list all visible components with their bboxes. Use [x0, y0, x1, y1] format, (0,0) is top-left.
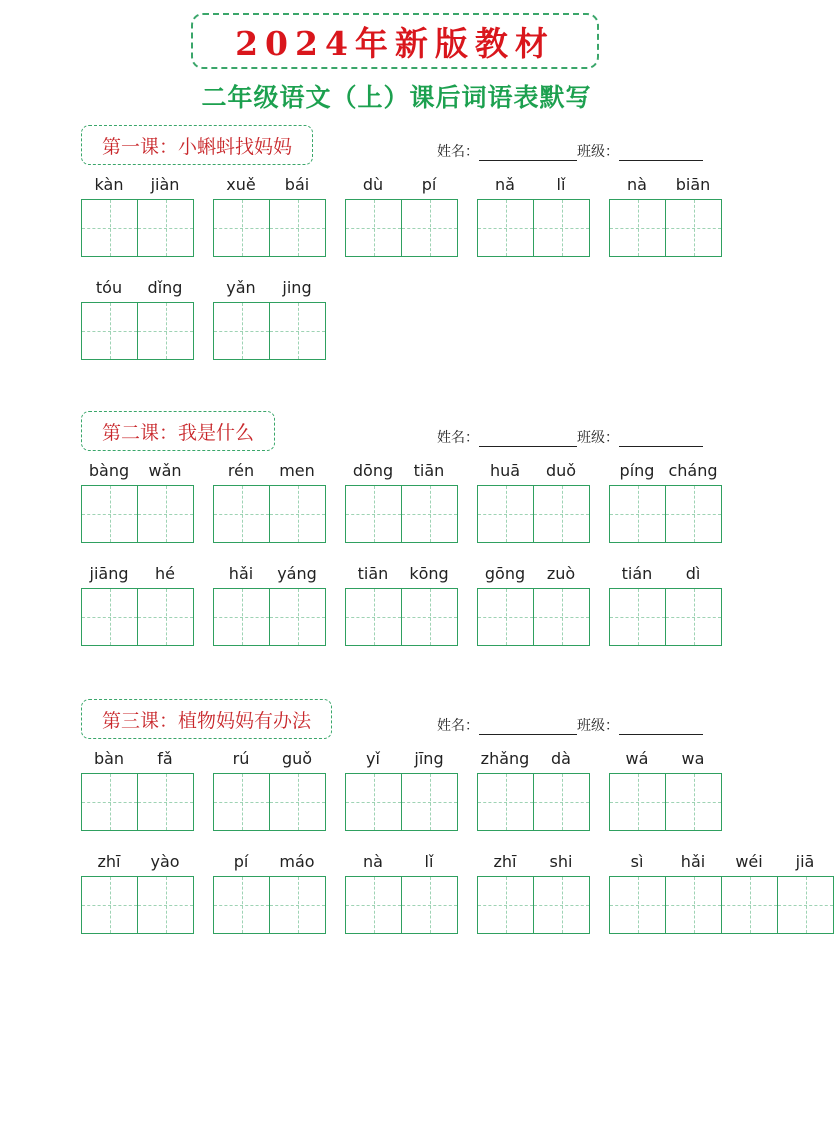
pinyin: kōng	[409, 564, 449, 583]
writing-grid	[213, 876, 326, 934]
writing-grid	[213, 588, 326, 646]
pinyin: jīng	[414, 749, 444, 768]
tianzige-cell[interactable]	[666, 589, 722, 645]
tianzige-cell[interactable]	[402, 486, 458, 542]
name-label: 姓名：	[437, 430, 479, 446]
word-block	[213, 175, 326, 257]
pinyin-row	[477, 461, 590, 485]
word-block	[81, 278, 194, 360]
pinyin-row	[213, 175, 326, 199]
pinyin: bàng	[88, 461, 130, 480]
writing-grid	[345, 876, 458, 934]
tianzige-cell[interactable]	[138, 486, 194, 542]
pinyin: jiàn	[150, 175, 180, 194]
word-block	[477, 564, 590, 646]
pinyin: dōng	[352, 461, 394, 480]
writing-grid	[345, 199, 458, 257]
tianzige-cell[interactable]	[534, 774, 590, 830]
pinyin: rú	[232, 749, 250, 768]
pinyin-row	[609, 564, 722, 588]
tianzige-cell[interactable]	[478, 589, 534, 645]
word-block	[345, 852, 458, 934]
pinyin-row	[213, 852, 326, 876]
word-block	[609, 749, 722, 831]
pinyin-row	[609, 175, 722, 199]
pinyin-row	[81, 461, 194, 485]
tianzige-cell[interactable]	[270, 303, 326, 359]
pinyin: wǎn	[148, 461, 182, 480]
tianzige-cell[interactable]	[270, 200, 326, 256]
class-label: 班级：	[577, 144, 619, 160]
tianzige-cell[interactable]	[270, 877, 326, 933]
word-block	[81, 175, 194, 257]
tianzige-cell[interactable]	[138, 774, 194, 830]
tianzige-cell[interactable]	[346, 589, 402, 645]
tianzige-cell[interactable]	[82, 774, 138, 830]
pinyin: yáng	[277, 564, 317, 583]
pinyin: fǎ	[157, 749, 173, 768]
pinyin: tiān	[413, 461, 445, 480]
pinyin: gōng	[484, 564, 526, 583]
lesson-title: 第二课：我是什么	[102, 421, 255, 444]
lesson-title-box	[81, 125, 313, 165]
tianzige-cell[interactable]	[346, 486, 402, 542]
writing-grid	[345, 773, 458, 831]
word-block	[609, 175, 722, 257]
pinyin: lǐ	[424, 852, 434, 871]
writing-grid	[345, 588, 458, 646]
tianzige-cell[interactable]	[138, 200, 194, 256]
pinyin: huā	[489, 461, 521, 480]
class-field[interactable]	[619, 720, 703, 735]
pinyin-row	[81, 852, 194, 876]
pinyin: hǎi	[680, 852, 706, 871]
pinyin: dà	[551, 749, 571, 768]
pinyin: biān	[675, 175, 711, 194]
tianzige-cell[interactable]	[82, 200, 138, 256]
tianzige-cell[interactable]	[610, 774, 666, 830]
writing-grid	[609, 773, 722, 831]
word-block	[345, 461, 458, 543]
tianzige-cell[interactable]	[214, 774, 270, 830]
pinyin: tóu	[95, 278, 123, 297]
writing-grid	[477, 485, 590, 543]
class-field[interactable]	[619, 146, 703, 161]
name-class-line	[437, 427, 703, 447]
pinyin: nà	[627, 175, 647, 194]
tianzige-cell[interactable]	[346, 877, 402, 933]
lesson-title-box	[81, 411, 275, 451]
pinyin: men	[279, 461, 315, 480]
word-block	[477, 852, 590, 934]
pinyin: hé	[155, 564, 175, 583]
tianzige-cell[interactable]	[346, 774, 402, 830]
class-label: 班级：	[577, 430, 619, 446]
tianzige-cell[interactable]	[478, 486, 534, 542]
word-block	[213, 278, 326, 360]
word-block	[81, 461, 194, 543]
tianzige-cell[interactable]	[666, 774, 722, 830]
tianzige-cell[interactable]	[722, 877, 778, 933]
tianzige-cell[interactable]	[82, 877, 138, 933]
pinyin: nǎ	[495, 175, 515, 194]
pinyin: píng	[619, 461, 655, 480]
tianzige-cell[interactable]	[138, 877, 194, 933]
name-field[interactable]	[479, 432, 577, 447]
class-label: 班级：	[577, 718, 619, 734]
writing-grid	[609, 485, 722, 543]
tianzige-cell[interactable]	[478, 200, 534, 256]
writing-grid	[81, 588, 194, 646]
tianzige-cell[interactable]	[270, 774, 326, 830]
writing-grid	[477, 876, 590, 934]
tianzige-cell[interactable]	[82, 486, 138, 542]
pinyin: wéi	[735, 852, 763, 871]
writing-grid	[477, 588, 590, 646]
pinyin-row	[345, 175, 458, 199]
tianzige-cell[interactable]	[534, 589, 590, 645]
writing-grid	[609, 199, 722, 257]
tianzige-cell[interactable]	[666, 200, 722, 256]
writing-grid	[345, 485, 458, 543]
word-block	[609, 461, 722, 543]
pinyin: bái	[284, 175, 310, 194]
pinyin-row	[609, 461, 722, 485]
tianzige-cell[interactable]	[666, 486, 722, 542]
pinyin: máo	[279, 852, 315, 871]
pinyin-row	[609, 749, 722, 773]
word-block	[609, 852, 834, 934]
tianzige-cell[interactable]	[534, 200, 590, 256]
tianzige-cell[interactable]	[534, 877, 590, 933]
pinyin: pí	[233, 852, 249, 871]
pinyin: bàn	[93, 749, 125, 768]
pinyin: zhī	[97, 852, 121, 871]
title-box	[191, 13, 599, 69]
pinyin: duǒ	[545, 461, 577, 480]
pinyin: sì	[630, 852, 644, 871]
lesson-title-box	[81, 699, 332, 739]
pinyin: wá	[625, 749, 649, 768]
lesson-title: 第三课：植物妈妈有办法	[102, 709, 312, 732]
tianzige-cell[interactable]	[214, 200, 270, 256]
page-title: 2024年新版教材	[235, 23, 555, 63]
pinyin-row	[477, 852, 590, 876]
tianzige-cell[interactable]	[214, 589, 270, 645]
word-block	[477, 749, 590, 831]
pinyin-row	[213, 749, 326, 773]
tianzige-cell[interactable]	[270, 589, 326, 645]
pinyin: nà	[363, 852, 383, 871]
word-block	[81, 564, 194, 646]
pinyin-row	[345, 461, 458, 485]
name-field[interactable]	[479, 146, 577, 161]
pinyin: guǒ	[281, 749, 313, 768]
pinyin: zhī	[493, 852, 517, 871]
tianzige-cell[interactable]	[402, 877, 458, 933]
tianzige-cell[interactable]	[610, 200, 666, 256]
writing-grid	[213, 199, 326, 257]
tianzige-cell[interactable]	[214, 877, 270, 933]
word-block	[81, 749, 194, 831]
pinyin: yǎn	[226, 278, 256, 297]
pinyin: dǐng	[147, 278, 183, 297]
pinyin: wa	[681, 749, 705, 768]
word-block	[213, 749, 326, 831]
pinyin: tián	[621, 564, 653, 583]
pinyin-row	[345, 749, 458, 773]
pinyin: lǐ	[556, 175, 566, 194]
tianzige-cell[interactable]	[778, 877, 834, 933]
pinyin-row	[609, 852, 834, 876]
pinyin-row	[345, 564, 458, 588]
tianzige-cell[interactable]	[402, 589, 458, 645]
pinyin: xuě	[226, 175, 256, 194]
tianzige-cell[interactable]	[402, 774, 458, 830]
writing-grid	[81, 485, 194, 543]
pinyin-row	[81, 564, 194, 588]
tianzige-cell[interactable]	[478, 877, 534, 933]
writing-grid	[213, 773, 326, 831]
word-block	[609, 564, 722, 646]
pinyin: cháng	[668, 461, 718, 480]
tianzige-cell[interactable]	[214, 303, 270, 359]
tianzige-cell[interactable]	[478, 774, 534, 830]
pinyin: zhǎng	[480, 749, 530, 768]
tianzige-cell[interactable]	[346, 200, 402, 256]
tianzige-cell[interactable]	[138, 589, 194, 645]
tianzige-cell[interactable]	[214, 486, 270, 542]
word-block	[81, 852, 194, 934]
pinyin: dù	[362, 175, 384, 194]
name-field[interactable]	[479, 720, 577, 735]
tianzige-cell[interactable]	[610, 877, 666, 933]
writing-grid	[477, 773, 590, 831]
page-subtitle: 二年级语文（上）课后词语表默写	[201, 83, 592, 112]
word-block	[477, 461, 590, 543]
pinyin-row	[81, 175, 194, 199]
writing-grid	[213, 485, 326, 543]
tianzige-cell[interactable]	[82, 303, 138, 359]
pinyin: hǎi	[228, 564, 254, 583]
writing-grid	[213, 302, 326, 360]
tianzige-cell[interactable]	[270, 486, 326, 542]
tianzige-cell[interactable]	[666, 877, 722, 933]
pinyin: shi	[549, 852, 573, 871]
pinyin-row	[477, 564, 590, 588]
word-block	[477, 175, 590, 257]
pinyin-row	[213, 564, 326, 588]
tianzige-cell[interactable]	[610, 486, 666, 542]
tianzige-cell[interactable]	[138, 303, 194, 359]
word-block	[345, 175, 458, 257]
pinyin: jiāng	[89, 564, 129, 583]
lesson-title: 第一课：小蝌蚪找妈妈	[102, 135, 293, 158]
name-class-line	[437, 141, 703, 161]
word-block	[213, 852, 326, 934]
pinyin-row	[213, 278, 326, 302]
pinyin-row	[477, 175, 590, 199]
pinyin: rén	[227, 461, 255, 480]
pinyin-row	[81, 278, 194, 302]
word-block	[213, 461, 326, 543]
tianzige-cell[interactable]	[534, 486, 590, 542]
word-block	[345, 564, 458, 646]
word-block	[345, 749, 458, 831]
pinyin: tiān	[357, 564, 389, 583]
writing-grid	[609, 876, 834, 934]
pinyin: kàn	[94, 175, 124, 194]
class-field[interactable]	[619, 432, 703, 447]
pinyin-row	[81, 749, 194, 773]
pinyin-row	[213, 461, 326, 485]
writing-grid	[81, 876, 194, 934]
tianzige-cell[interactable]	[402, 200, 458, 256]
name-label: 姓名：	[437, 144, 479, 160]
pinyin-row	[477, 749, 590, 773]
writing-grid	[81, 199, 194, 257]
writing-grid	[477, 199, 590, 257]
pinyin: yǐ	[366, 749, 380, 768]
writing-grid	[81, 773, 194, 831]
pinyin: dì	[685, 564, 701, 583]
pinyin-row	[345, 852, 458, 876]
tianzige-cell[interactable]	[610, 589, 666, 645]
word-block	[213, 564, 326, 646]
pinyin: jiā	[795, 852, 815, 871]
writing-grid	[81, 302, 194, 360]
pinyin: jing	[282, 278, 312, 297]
pinyin: zuò	[546, 564, 576, 583]
pinyin: pí	[421, 175, 437, 194]
tianzige-cell[interactable]	[82, 589, 138, 645]
writing-grid	[609, 588, 722, 646]
pinyin: yào	[150, 852, 180, 871]
name-class-line	[437, 715, 703, 735]
name-label: 姓名：	[437, 718, 479, 734]
